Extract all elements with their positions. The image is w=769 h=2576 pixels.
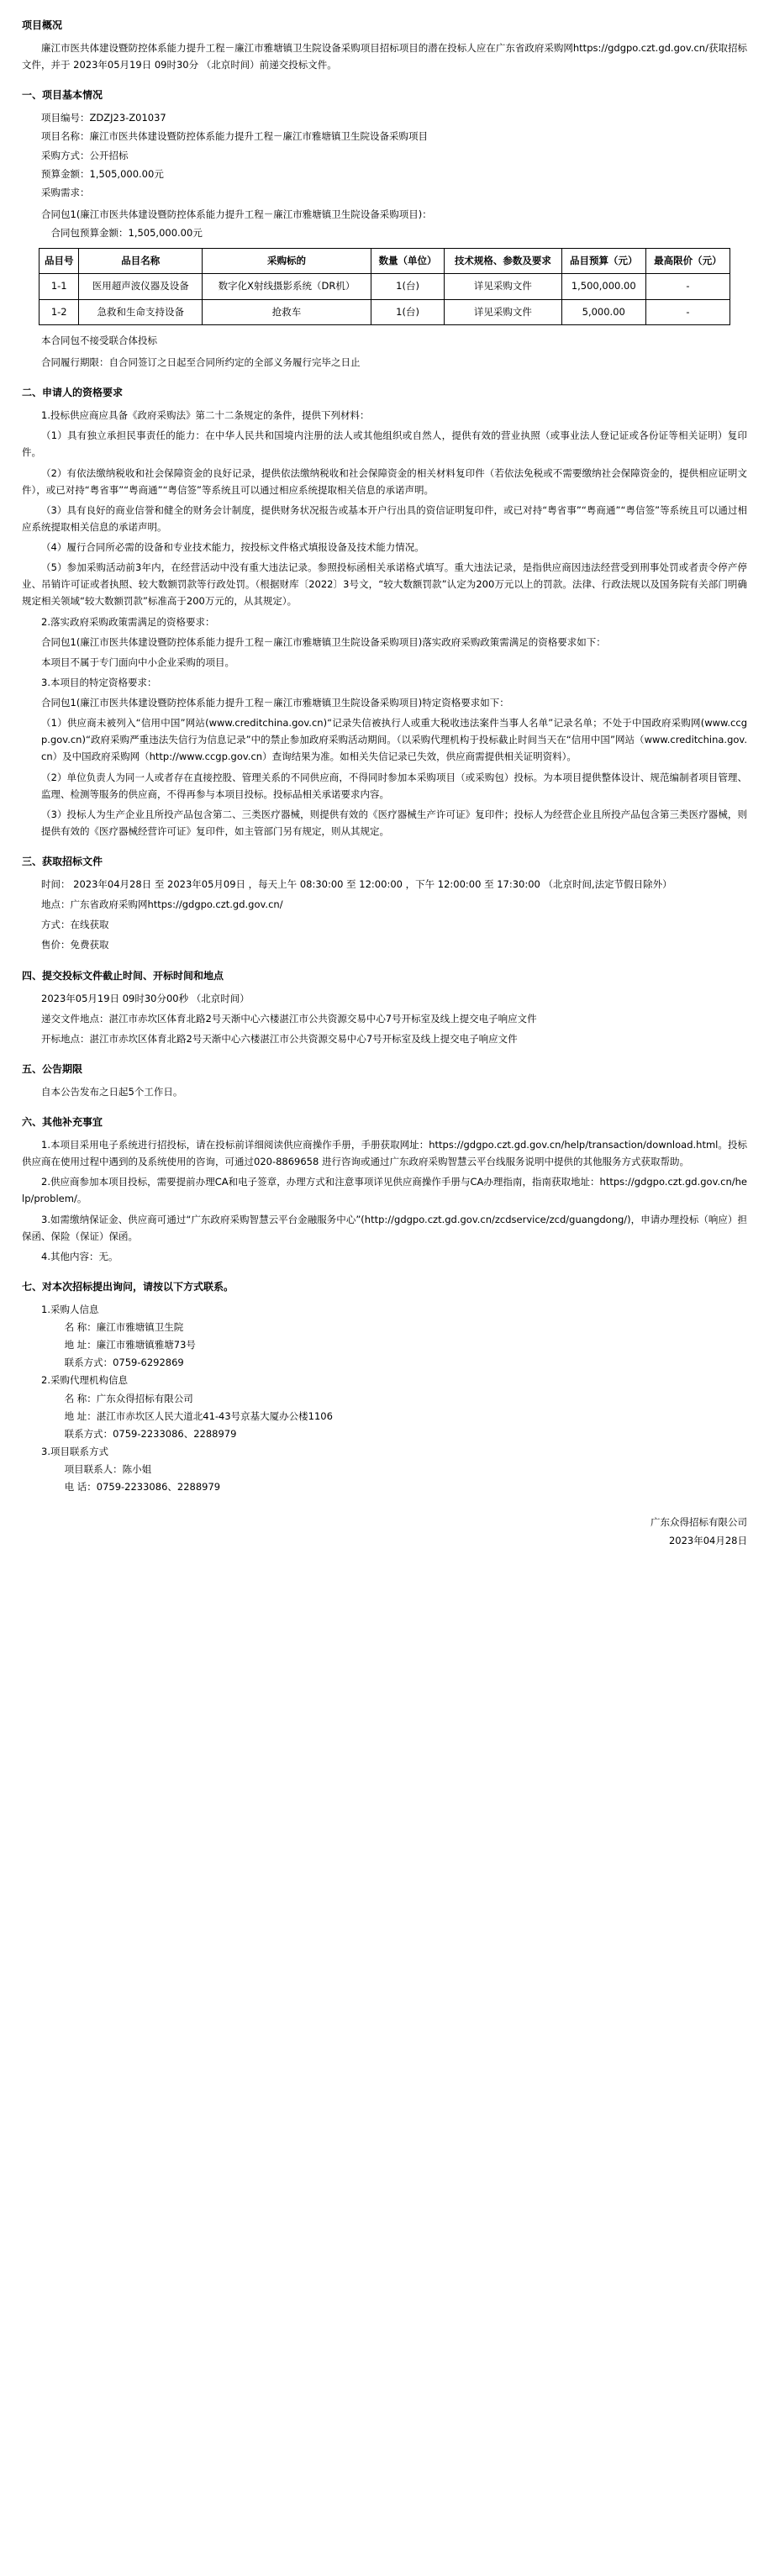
table-row (40, 299, 730, 324)
qualification-item: （3）投标人为生产企业且所投产品包含第二、三类医疗器械，则提供有效的《医疗器械生产许可证》复印件；投标人为经营企业且所投产品包含第三类医疗器械，则提供有效的《医疗器械经营许可证》复印件，如主管部门另有规定，则从其规定。 (41, 808, 747, 837)
project-number: 项目编号：ZDZJ23-Z01037 (41, 112, 166, 124)
agency-name: 名 称：广东众得招标有限公司 (64, 1392, 193, 1404)
section-title-5: 五、公告期限 (22, 1062, 83, 1075)
cell-budget: 1,500,000.00 (561, 274, 645, 299)
qualification-item: 3.本项目的特定资格要求： (41, 676, 157, 688)
section-title-2: 二、申请人的资格要求 (22, 387, 124, 399)
table-header-row (40, 249, 730, 274)
qualification-item: （1）具有独立承担民事责任的能力：在中华人民共和国境内注册的法人或其他组织或自然人，提供有效的营业执照（或事业法人登记证或各份证等相关证明）复印件。 (22, 429, 747, 459)
cell-subject: 抢救车 (202, 299, 371, 324)
get-doc-price: 售价：免费获取 (41, 939, 109, 951)
note-contract-period: 合同履行期限：自合同签订之日起至合同所约定的全部义务履行完毕之日止 (41, 356, 361, 368)
cell-spec: 详见采购文件 (445, 274, 562, 299)
note-no-consortium: 本合同包不接受联合体投标 (41, 334, 157, 346)
th-spec: 技术规格、参数及要求 (445, 249, 562, 274)
section-title-7: 七、对本次招标提出询问，请按以下方式联系。 (22, 1280, 234, 1293)
project-contact-phone: 电 话：0759-2233086、2288979 (64, 1481, 221, 1493)
section-title-overview: 项目概况 (22, 19, 63, 31)
section-title-4: 四、提交投标文件截止时间、开标时间和地点 (22, 969, 224, 982)
supplement-item: 4.其他内容：无。 (41, 1250, 119, 1262)
th-quantity: 数量（单位） (371, 249, 445, 274)
contact-group-heading: 1.采购人信息 (41, 1303, 99, 1315)
announcement-period: 自本公告发布之日起5个工作日。 (41, 1085, 183, 1098)
purchaser-name: 名 称：廉江市雅塘镇卫生院 (64, 1321, 184, 1333)
bid-deadline: 2023年05月19日 09时30分00秒 （北京时间） (41, 992, 250, 1004)
cell-subject: 数字化X射线摄影系统（DR机） (202, 274, 371, 299)
table-row (40, 274, 730, 299)
document-footer (22, 1514, 747, 1549)
contract-package-title: 合同包1(廉江市医共体建设暨防控体系能力提升工程－廉江市雅塘镇卫生院设备采购项目)： (41, 208, 432, 220)
qualification-item: （1）供应商未被列入“信用中国”网站(www.creditchina.gov.cn)“记录失信被执行人或重大税收违法案件当事人名单”记录名单；不处于中国政府采购网(www.ccgp.gov.cn)“政府采购严重违法失信行为信息记录”中的禁止参加政府采购活动期间。（以采购代理机构于投标截止时间当天在“信用中国”网站（www.creditchina.gov.cn）及中国政府采购网（http://www.ccgp.gov.cn）查询结果为准。如相关失信记录已失效，供应商需提供相关证明资料）。 (41, 717, 747, 763)
section-title-3: 三、获取招标文件 (22, 856, 103, 867)
cell-item-name: 急救和生命支持设备 (79, 299, 202, 324)
th-subject: 采购标的 (202, 249, 371, 274)
th-item-name: 品目名称 (79, 249, 202, 274)
th-max-price: 最高限价（元） (645, 249, 729, 274)
overview-paragraph: 廉江市医共体建设暨防控体系能力提升工程－廉江市雅塘镇卫生院设备采购项目招标项目的潜在投标人应在广东省政府采购网https://gdgpo.czt.gd.gov.cn/获取招标文件，并于 2023年05月19日 09时30分 （北京时间）前递交投标文件。 (22, 42, 747, 71)
project-contact-person: 项目联系人：陈小姐 (64, 1463, 152, 1475)
cell-max-price: - (645, 299, 729, 324)
th-budget: 品目预算（元） (561, 249, 645, 274)
purchase-demand: 采购需求： (41, 186, 90, 198)
items-table (39, 248, 730, 325)
supplement-item: 3.如需缴纳保证金、供应商可通过“广东政府采购智慧云平台金融服务中心”(http://gdgpo.czt.gd.gov.cn/zcdservice/zcd/guangdong/)，申请办理投标（响应）担保函、保险（保证）保函。 (22, 1213, 747, 1242)
cell-max-price: - (645, 274, 729, 299)
section-title-1: 一、项目基本情况 (22, 89, 103, 102)
qualification-item: （2）有依法缴纳税收和社会保障资金的良好记录，提供依法缴纳税收和社会保障资金的相关材料复印件（若依法免税或不需要缴纳社会保障资金的，提供相应证明文件），或已对持“粤省事”“粤商通”“粤信签”等系统且可以通过相应系统提取相关信息的承诺声明。 (22, 466, 747, 496)
qualification-item: 合同包1(廉江市医共体建设暨防控体系能力提升工程－廉江市雅塘镇卫生院设备采购项目)落实政府采购政策需满足的资格要求如下： (41, 635, 606, 648)
contact-group-heading: 3.项目联系方式 (41, 1445, 108, 1457)
qualification-item: 本项目不属于专门面向中小企业采购的项目。 (41, 656, 234, 668)
supplement-item: 1.本项目采用电子系统进行招投标，请在投标前详细阅读供应商操作手册，手册获取网址：https://gdgpo.czt.gd.gov.cn/help/transaction/download.html。投标供应商在使用过程中遇到的及系统使用的咨询，可通过020-8869658 进行咨询或通过广东政府采购智慧云平台线服务说明中提供的其他服务方式获取帮助。 (22, 1139, 747, 1168)
qualification-item: 合同包1(廉江市医共体建设暨防控体系能力提升工程－廉江市雅塘镇卫生院设备采购项目)特定资格要求如下： (41, 697, 509, 709)
agency-address: 地 址：湛江市赤坎区人民大道北41-43号京基大厦办公楼1106 (64, 1409, 333, 1422)
agency-contact: 联系方式：0759-2233086、2288979 (64, 1427, 237, 1440)
qualification-item: （4）履行合同所必需的设备和专业技术能力，按投标文件格式填报设备及技术能力情况。 (41, 541, 424, 553)
get-doc-place: 地点：广东省政府采购网https://gdgpo.czt.gd.gov.cn/ (41, 898, 283, 911)
qualification-item: （3）具有良好的商业信誉和健全的财务会计制度，提供财务状况报告或基本开户行出具的资信证明复印件，或已对持“粤省事”“粤商通”“粤信签”等系统且可以通过相应系统提取相关信息的承诺声明。 (22, 503, 747, 533)
project-name: 项目名称：廉江市医共体建设暨防控体系能力提升工程－廉江市雅塘镇卫生院设备采购项目 (41, 130, 428, 143)
bid-open-place: 开标地点：湛江市赤坎区体育北路2号天渐中心六楼湛江市公共资源交易中心7号开标室及线上提交电子响应文件 (41, 1032, 518, 1045)
supplement-item: 2.供应商参加本项目投标，需要提前办理CA和电子签章，办理方式和注意事项详见供应商操作手册与CA办理指南，指南获取地址：https://gdgpo.czt.gd.gov.cn/help/problem/。 (22, 1176, 747, 1205)
qualification-item: （5）参加采购活动前3年内，在经营活动中没有重大违法记录。参照投标函相关承诺格式填写。重大违法记录，是指供应商因违法经营受到刑事处罚或者责令停产停业、吊销许可证或者执照、较大数额罚款等行政处罚。（根据财库〔2022〕3号文，“较大数额罚款”认定为200万元以上的罚款。法律、行政法规以及国务院有关部门明确规定相关领域“较大数额罚款”标准高于200万元的，从其规定）。 (22, 561, 747, 608)
footer-date: 2023年04月28日 (668, 1535, 747, 1547)
th-item-no: 品目号 (40, 249, 79, 274)
purchase-method: 采购方式：公开招标 (41, 149, 129, 161)
qualification-item: 2.落实政府采购政策需满足的资格要求： (41, 615, 215, 628)
cell-budget: 5,000.00 (561, 299, 645, 324)
cell-spec: 详见采购文件 (445, 299, 562, 324)
contact-group-heading: 2.采购代理机构信息 (41, 1374, 128, 1387)
cell-item-no: 1-1 (40, 274, 79, 299)
cell-item-no: 1-2 (40, 299, 79, 324)
cell-quantity: 1(台) (371, 299, 445, 324)
purchaser-address: 地 址：廉江市雅塘镇雅塘73号 (64, 1339, 196, 1351)
footer-company: 广东众得招标有限公司 (650, 1516, 747, 1529)
cell-quantity: 1(台) (371, 274, 445, 299)
budget-amount: 预算金额：1,505,000.00元 (41, 167, 164, 180)
get-doc-method: 方式：在线获取 (41, 919, 109, 931)
cell-item-name: 医用超声波仪器及设备 (79, 274, 202, 299)
bid-submit-place: 递交文件地点：湛江市赤坎区体育北路2号天渐中心六楼湛江市公共资源交易中心7号开标室及线上提交电子响应文件 (41, 1012, 537, 1025)
contract-package-budget: 合同包预算金额：1,505,000.00元 (50, 227, 203, 239)
get-doc-time: 时间： 2023年04月28日 至 2023年05月09日 ，每天上午 08:30:00 至 12:00:00 ，下午 12:00:00 至 17:30:00 （北京时间,法定节假日除外） (41, 878, 672, 890)
overview-body (22, 40, 747, 73)
qualification-item: 1.投标供应商应具备《政府采购法》第二十二条规定的条件，提供下列材料： (41, 409, 370, 422)
purchaser-contact: 联系方式：0759-6292869 (64, 1356, 184, 1369)
section-title-6: 六、其他补充事宜 (22, 1116, 103, 1128)
qualification-item: （2）单位负责人为同一人或者存在直接控股、管理关系的不同供应商，不得同时参加本采购项目（或采购包）投标。为本项目提供整体设计、规范编制者项目管理、监理、检测等服务的供应商，不得再参与本项目投标。投标品相关承诺要求内容。 (41, 771, 747, 800)
